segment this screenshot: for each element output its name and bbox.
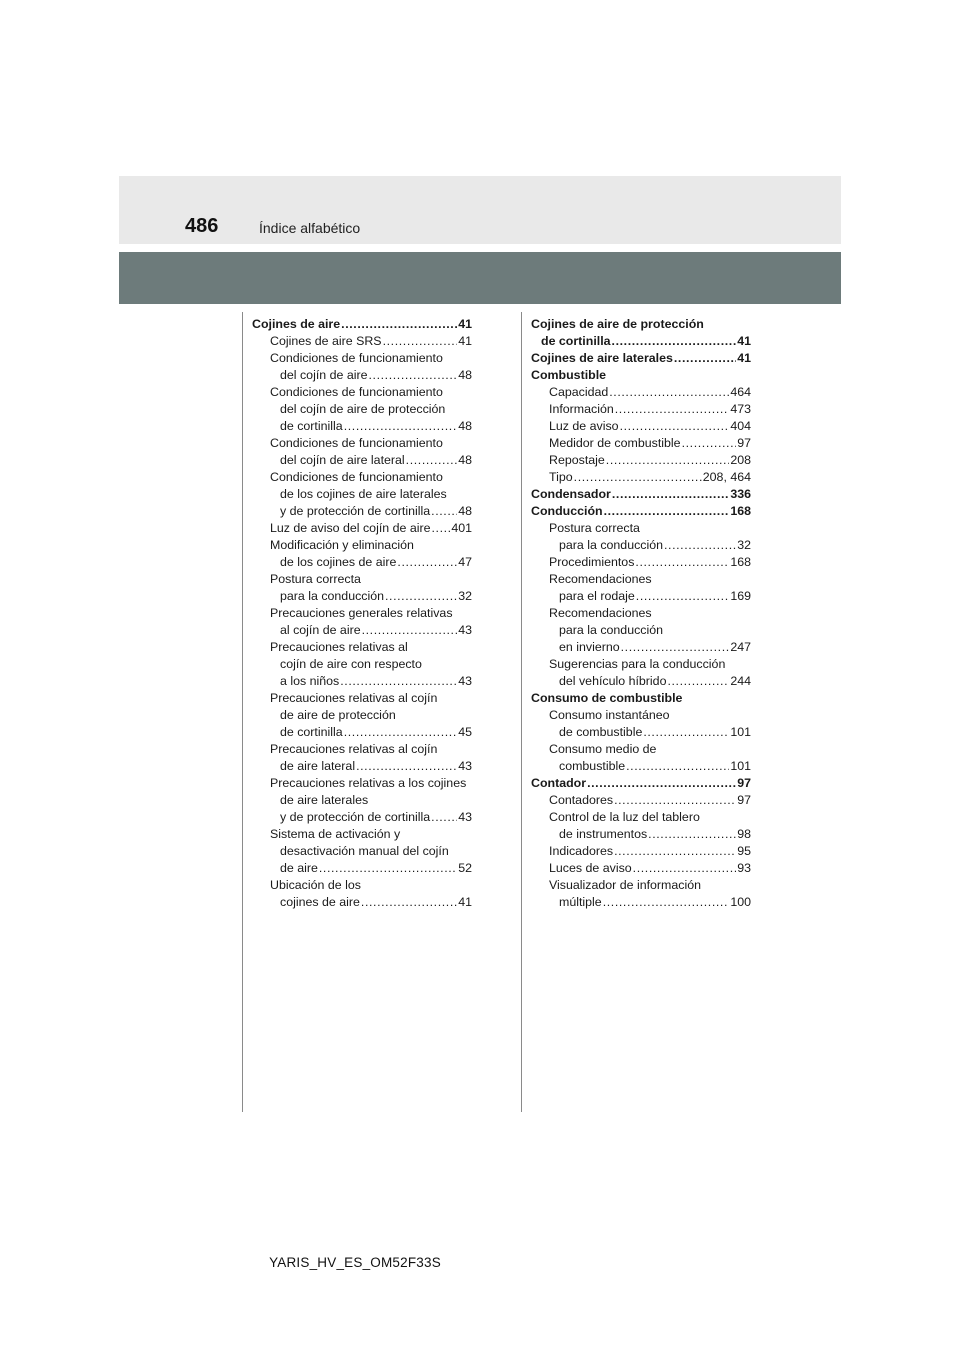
index-subentry-line: Condiciones de funcionamiento xyxy=(270,385,443,399)
left-column-rule xyxy=(242,312,243,1112)
entry-page: 43 xyxy=(458,759,472,773)
index-entry xyxy=(252,860,472,877)
entry-term: de los cojines de aire xyxy=(280,555,397,569)
entry-page: 404 xyxy=(730,419,751,433)
index-entry xyxy=(531,384,751,401)
document-code: YARIS_HV_ES_OM52F33S xyxy=(269,1255,441,1270)
entry-term: y de protección de cortinilla xyxy=(280,504,431,518)
entry-term: al cojín de aire xyxy=(280,623,361,637)
index-entry xyxy=(531,724,751,741)
entry-page: 43 xyxy=(458,623,472,637)
entry-page: 244 xyxy=(730,674,751,688)
index-entry xyxy=(531,554,751,571)
index-subentry-line: Condiciones de funcionamiento xyxy=(270,436,443,450)
index-subentry-line: Precauciones relativas a los cojines xyxy=(270,776,467,790)
entry-page: 41 xyxy=(737,334,751,348)
entry-term: múltiple xyxy=(559,895,602,909)
index-entry xyxy=(531,452,751,469)
index-entry xyxy=(252,367,472,384)
index-entry xyxy=(252,673,472,690)
index-entry xyxy=(252,554,472,571)
entry-term: de aire xyxy=(280,861,318,875)
entry-term: del cojín de aire xyxy=(280,368,368,382)
index-entry xyxy=(531,588,751,605)
index-subentry-line: Sistema de activación y xyxy=(270,827,401,841)
index-subentry-line: Condiciones de funcionamiento xyxy=(270,351,443,365)
index-subentry-line: Precauciones relativas al cojín xyxy=(270,691,438,705)
footer xyxy=(0,1255,960,1270)
index-entry xyxy=(252,452,472,469)
index-subentry-line: Condiciones de funcionamiento xyxy=(270,470,443,484)
index-entry xyxy=(531,894,751,911)
entry-page: 41 xyxy=(737,351,751,365)
index-subentry-line: Recomendaciones xyxy=(549,606,652,620)
entry-term: Indicadores xyxy=(549,844,614,858)
entry-term: Repostaje xyxy=(549,453,605,467)
entry-page: 168 xyxy=(730,555,751,569)
index-column-left xyxy=(252,316,472,911)
index-heading-line: Combustible xyxy=(531,368,607,382)
entry-term: Cojines de aire xyxy=(252,317,341,331)
entry-page: 101 xyxy=(730,759,751,773)
entry-page: 168 xyxy=(730,504,751,518)
index-entry xyxy=(531,639,751,656)
index-subentry-line: para la conducción xyxy=(559,623,664,637)
entry-term: Luz de aviso del cojín de aire xyxy=(270,521,431,535)
index-entry xyxy=(531,486,751,503)
index-subentry-line: Control de la luz del tablero xyxy=(549,810,700,824)
index-subentry-line: de los cojines de aire laterales xyxy=(280,487,447,501)
index-subentry-line: Consumo medio de xyxy=(549,742,657,756)
entry-page: 43 xyxy=(458,674,472,688)
entry-term: Capacidad xyxy=(549,385,609,399)
entry-page: 93 xyxy=(737,861,751,875)
index-subentry-line: Postura correcta xyxy=(270,572,361,586)
entry-page: 101 xyxy=(730,725,751,739)
index-subentry-line: Postura correcta xyxy=(549,521,640,535)
index-heading-line: Cojines de aire de protección xyxy=(531,317,704,331)
entry-term: para la conducción xyxy=(280,589,385,603)
entry-term: para la conducción xyxy=(559,538,664,552)
section-title: Índice alfabético xyxy=(259,220,361,236)
index-entry xyxy=(252,333,472,350)
entry-page: 41 xyxy=(458,895,472,909)
index-subentry-line: Ubicación de los xyxy=(270,878,361,892)
entry-term: Procedimientos xyxy=(549,555,635,569)
entry-term: Tipo xyxy=(549,470,573,484)
index-subentry-line: Modificación y eliminación xyxy=(270,538,414,552)
index-entry xyxy=(531,860,751,877)
entry-page: 48 xyxy=(458,504,472,518)
entry-term: en invierno xyxy=(559,640,620,654)
entry-term: de cortinilla xyxy=(280,419,343,433)
entry-page: 97 xyxy=(737,436,751,450)
entry-term: Contadores xyxy=(549,793,614,807)
entry-page: 464 xyxy=(730,385,751,399)
index-subentry-line: cojín de aire con respecto xyxy=(280,657,422,671)
index-entry xyxy=(252,316,472,333)
entry-page: 52 xyxy=(458,861,472,875)
index-subentry-line: de aire laterales xyxy=(280,793,369,807)
index-entry xyxy=(531,775,751,792)
entry-term: a los niños xyxy=(280,674,340,688)
index-entry xyxy=(531,758,751,775)
index-entry xyxy=(531,826,751,843)
index-subentry-line: Recomendaciones xyxy=(549,572,652,586)
index-subentry-line: Sugerencias para la conducción xyxy=(549,657,726,671)
index-entry xyxy=(531,435,751,452)
entry-page: 48 xyxy=(458,453,472,467)
entry-term: para el rodaje xyxy=(559,589,635,603)
entry-page: 41 xyxy=(458,317,472,331)
header-bar xyxy=(119,252,841,304)
index-entry xyxy=(252,588,472,605)
entry-page: 247 xyxy=(730,640,751,654)
index-entry xyxy=(252,809,472,826)
index-entry xyxy=(252,894,472,911)
index-subentry-line: Precauciones relativas al cojín xyxy=(270,742,438,756)
index-entry xyxy=(252,418,472,435)
right-column-rule xyxy=(521,312,522,1112)
index-entry xyxy=(531,503,751,520)
entry-term: de aire lateral xyxy=(280,759,356,773)
entry-term: y de protección de cortinilla xyxy=(280,810,431,824)
index-entry xyxy=(531,333,751,350)
index-subentry-line: desactivación manual del cojín xyxy=(280,844,449,858)
index-subentry-line: Precauciones relativas al xyxy=(270,640,408,654)
entry-page: 45 xyxy=(458,725,472,739)
index-entry xyxy=(531,418,751,435)
entry-page: 97 xyxy=(737,776,751,790)
header-band xyxy=(119,176,841,244)
entry-term: Contador xyxy=(531,776,587,790)
index-entry xyxy=(252,503,472,520)
entry-term: cojines de aire xyxy=(280,895,360,909)
entry-page: 208, 464 xyxy=(702,470,751,484)
index-entry xyxy=(531,792,751,809)
entry-page: 32 xyxy=(737,538,751,552)
entry-term: de cortinilla xyxy=(541,334,611,348)
entry-term: de instrumentos xyxy=(559,827,648,841)
entry-term: del vehículo híbrido xyxy=(559,674,667,688)
entry-page: 95 xyxy=(737,844,751,858)
entry-term: Conducción xyxy=(531,504,603,518)
entry-term: Cojines de aire laterales xyxy=(531,351,673,365)
index-entry xyxy=(531,673,751,690)
entry-page: 47 xyxy=(458,555,472,569)
entry-term: Luces de aviso xyxy=(549,861,632,875)
entry-term: Luz de aviso xyxy=(549,419,619,433)
index-entry xyxy=(531,401,751,418)
entry-page: 169 xyxy=(730,589,751,603)
index-entry xyxy=(531,350,751,367)
entry-page: 48 xyxy=(458,419,472,433)
index-entry xyxy=(252,622,472,639)
index-entry xyxy=(531,469,751,486)
index-heading-line: Consumo de combustible xyxy=(531,691,683,705)
entry-page: 336 xyxy=(730,487,751,501)
entry-term: del cojín de aire lateral xyxy=(280,453,405,467)
index-subentry-line: Visualizador de información xyxy=(549,878,701,892)
index-entry xyxy=(252,758,472,775)
index-entry xyxy=(531,537,751,554)
entry-page: 41 xyxy=(458,334,472,348)
entry-term: combustible xyxy=(559,759,626,773)
index-subentry-line: del cojín de aire de protección xyxy=(280,402,446,416)
entry-page: 43 xyxy=(458,810,472,824)
entry-term: Cojines de aire SRS xyxy=(270,334,382,348)
entry-page: 100 xyxy=(730,895,751,909)
entry-page: 32 xyxy=(458,589,472,603)
entry-term: Medidor de combustible xyxy=(549,436,681,450)
entry-page: 48 xyxy=(458,368,472,382)
index-subentry-line: Consumo instantáneo xyxy=(549,708,670,722)
entry-page: 401 xyxy=(451,521,472,535)
entry-page: 208 xyxy=(730,453,751,467)
index-entry xyxy=(252,520,472,537)
entry-page: 98 xyxy=(737,827,751,841)
entry-term: de cortinilla xyxy=(280,725,343,739)
index-subentry-line: de aire de protección xyxy=(280,708,396,722)
entry-term: Condensador xyxy=(531,487,611,501)
index-entry xyxy=(252,724,472,741)
page-number: 486 xyxy=(185,215,219,237)
entry-term: de combustible xyxy=(559,725,643,739)
entry-term: Información xyxy=(549,402,614,416)
index-column-right xyxy=(531,316,751,911)
index-entry xyxy=(531,843,751,860)
entry-page: 473 xyxy=(730,402,751,416)
entry-page: 97 xyxy=(737,793,751,807)
index-subentry-line: Precauciones generales relativas xyxy=(270,606,453,620)
